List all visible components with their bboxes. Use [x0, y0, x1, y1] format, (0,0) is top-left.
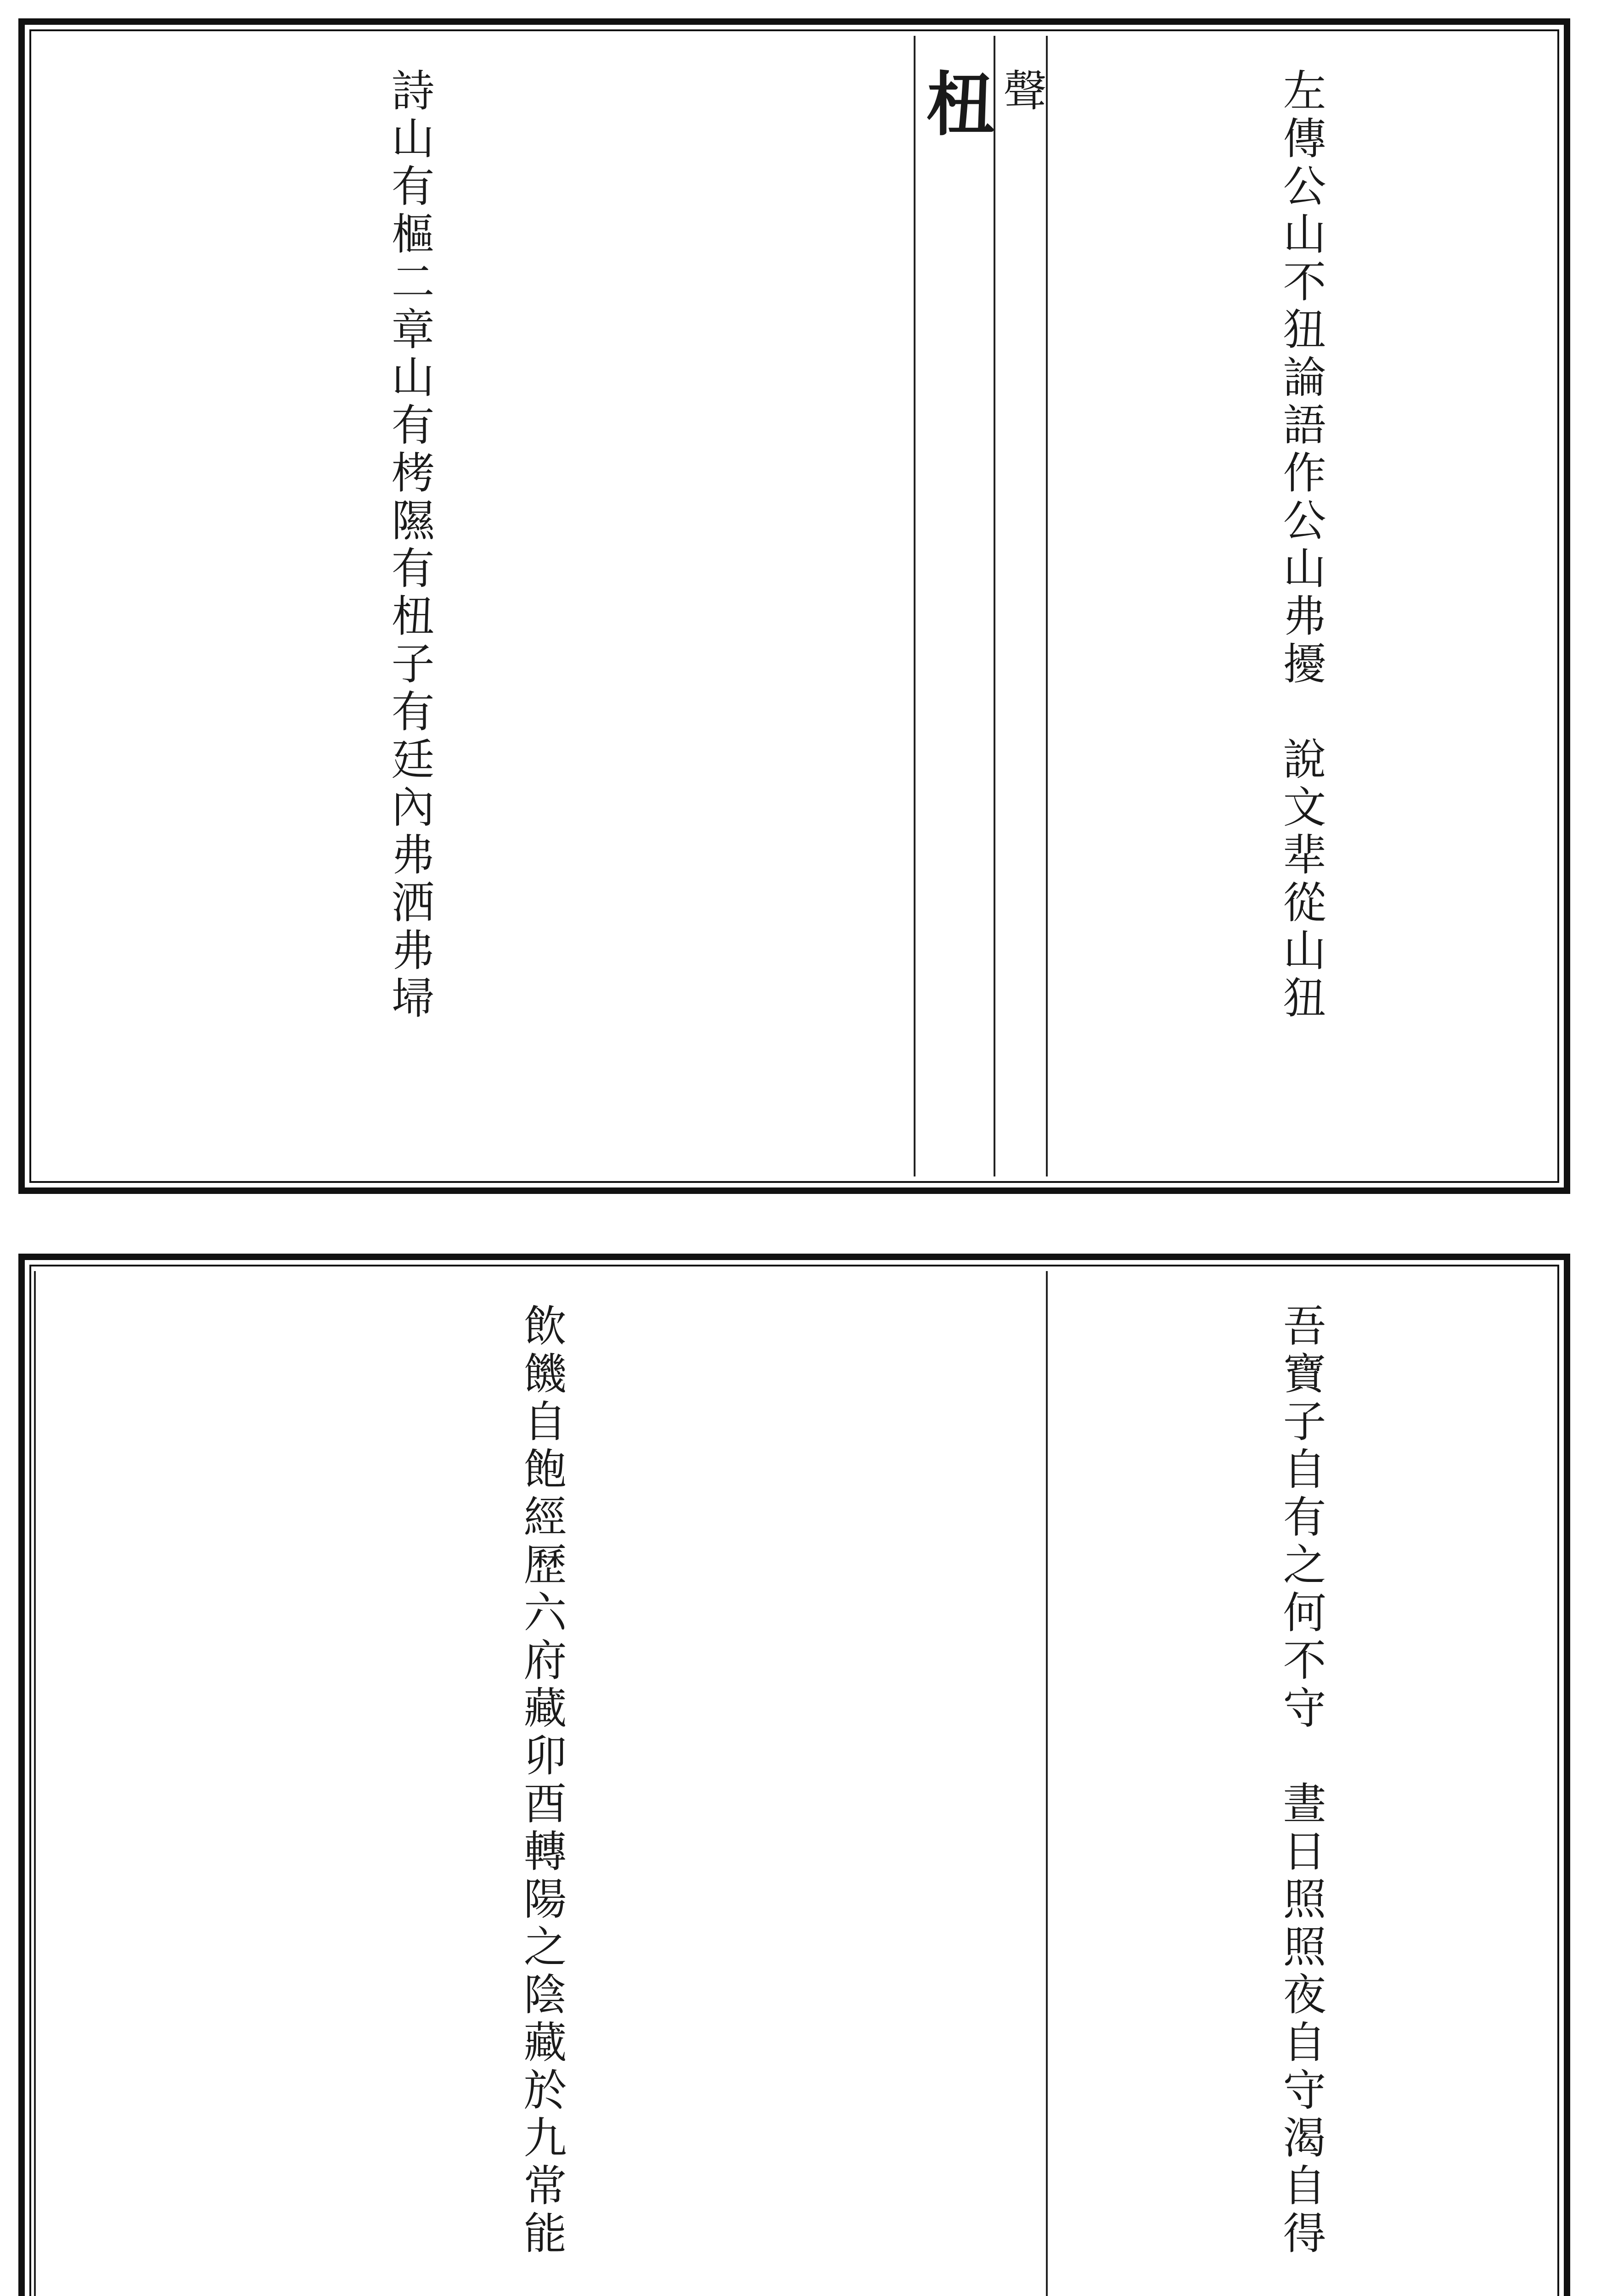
upper-page-columns	[36, 36, 1553, 1176]
text-column	[1046, 36, 1553, 1176]
entry-headword: 杻	[914, 68, 995, 137]
text-column	[994, 36, 1046, 1176]
column-text: 聲	[996, 68, 1046, 116]
text-column	[0, 1271, 34, 2296]
upper-page	[18, 18, 1570, 1194]
lower-page-columns	[36, 1271, 1553, 2296]
text-column	[914, 36, 994, 1176]
column-text: 吾寶子自有之何不守 晝日照照夜自守渴自得	[1275, 1303, 1326, 2258]
text-column	[1046, 1271, 1553, 2296]
lower-page	[18, 1254, 1570, 2296]
text-column	[0, 36, 914, 1176]
column-text: 飲饑自飽經歷六府藏卯酉轉陽之陰藏於九常能	[516, 1303, 566, 2258]
text-column	[34, 1271, 1046, 2296]
column-text: 左傳公山不狃論語作公山弗擾 說文㹃從山狃	[1275, 68, 1326, 1023]
column-text: 詩山有樞二章山有栲隰有杻子有廷內弗洒弗埽	[384, 68, 434, 1023]
